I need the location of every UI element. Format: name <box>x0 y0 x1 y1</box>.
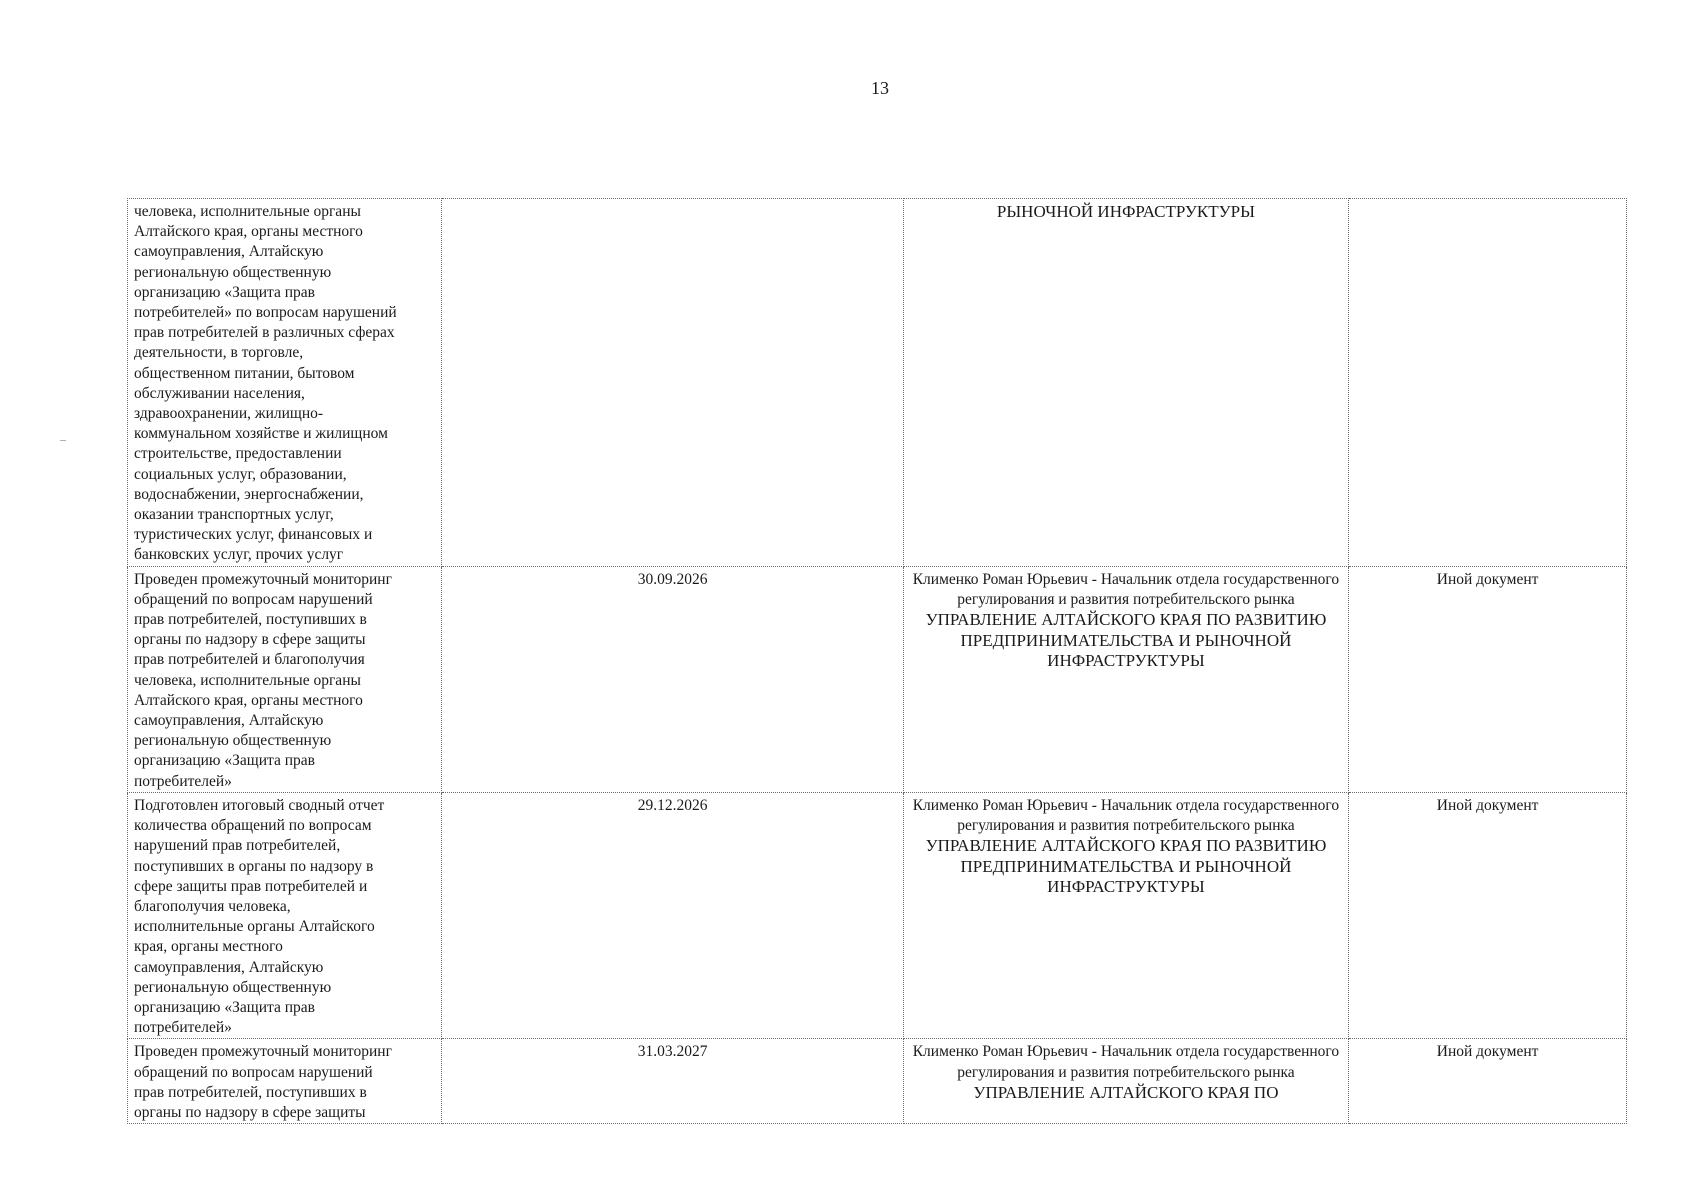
page-number: 13 <box>871 78 889 98</box>
description-cell: Подготовлен итоговый сводный отчет количества обращений по вопросам нарушений прав потребителей, поступивших в органы по надзору в сфере защиты прав потребителей и благополучия человека, исполнительные органы Алтайского края, органы местного самоуправления, Алтайскую региональную общественную организацию «Защита прав потребителей» <box>128 792 442 1038</box>
responsible-person: Клименко Роман Юрьевич - Начальник отдела государственного регулирования и развития потребительского рынка <box>912 796 1340 835</box>
plan-table <box>127 198 1627 1124</box>
responsible-cell <box>903 566 1349 792</box>
responsible-org: РЫНОЧНОЙ ИНФРАСТРУКТУРЫ <box>996 202 1255 221</box>
table-row <box>128 199 1627 567</box>
date-cell <box>442 199 903 567</box>
responsible-cell <box>903 199 1349 567</box>
doc-type-cell: Иной документ <box>1349 792 1627 1038</box>
responsible-org: УПРАВЛЕНИЕ АЛТАЙСКОГО КРАЯ ПО <box>973 1082 1279 1102</box>
table-row <box>128 792 1627 1038</box>
responsible-org: УПРАВЛЕНИЕ АЛТАЙСКОГО КРАЯ ПО РАЗВИТИЮ ПРЕДПРИНИМАТЕЛЬСТВА И РЫНОЧНОЙ ИНФРАСТРУКТУРЫ <box>925 610 1327 671</box>
responsible-person: Клименко Роман Юрьевич - Начальник отдела государственного регулирования и развития потребительского рынка <box>912 1043 1340 1081</box>
date-cell: 29.12.2026 <box>442 792 903 1038</box>
responsible-org: УПРАВЛЕНИЕ АЛТАЙСКОГО КРАЯ ПО РАЗВИТИЮ ПРЕДПРИНИМАТЕЛЬСТВА И РЫНОЧНОЙ ИНФРАСТРУКТУРЫ <box>925 836 1327 897</box>
description-cell: Проведен промежуточный мониторинг обращений по вопросам нарушений прав потребителей, поступивших в органы по надзору в сфере защиты прав потребителей и благополучия человека, исполнительные органы Алтайского края, органы местного самоуправления, Алтайскую региональную общественную организацию «Защита прав потребителей» <box>128 566 442 792</box>
description-cell: человека, исполнительные органы Алтайского края, органы местного самоуправления, Алтайскую региональную общественную организацию «Защита прав потребителей» по вопросам нарушений прав потребителей в различных сферах деятельности, в торговле, общественном питании, бытовом обслуживании населения, здравоохранении, жилищно- коммунальном хозяйстве и жилищном строительстве, предоставлении социальных услуг, образовании, водоснабжении, энергоснабжении, оказании транспортных услуг, туристических услуг, финансовых и банковских услуг, прочих услуг <box>128 199 442 567</box>
date-cell: 31.03.2027 <box>442 1039 903 1124</box>
table-row <box>128 566 1627 792</box>
date-cell: 30.09.2026 <box>442 566 903 792</box>
responsible-cell <box>903 1039 1349 1124</box>
responsible-cell <box>903 792 1349 1038</box>
doc-type-cell: Иной документ <box>1349 1039 1627 1124</box>
table-row <box>128 1039 1627 1124</box>
doc-type-cell: Иной документ <box>1349 566 1627 792</box>
doc-type-cell <box>1349 199 1627 567</box>
scan-mark <box>60 440 66 441</box>
description-cell: Проведен промежуточный мониторинг обращений по вопросам нарушений прав потребителей, поступивших в органы по надзору в сфере защиты <box>128 1039 442 1124</box>
responsible-person: Клименко Роман Юрьевич - Начальник отдела государственного регулирования и развития потребительского рынка <box>912 570 1340 608</box>
